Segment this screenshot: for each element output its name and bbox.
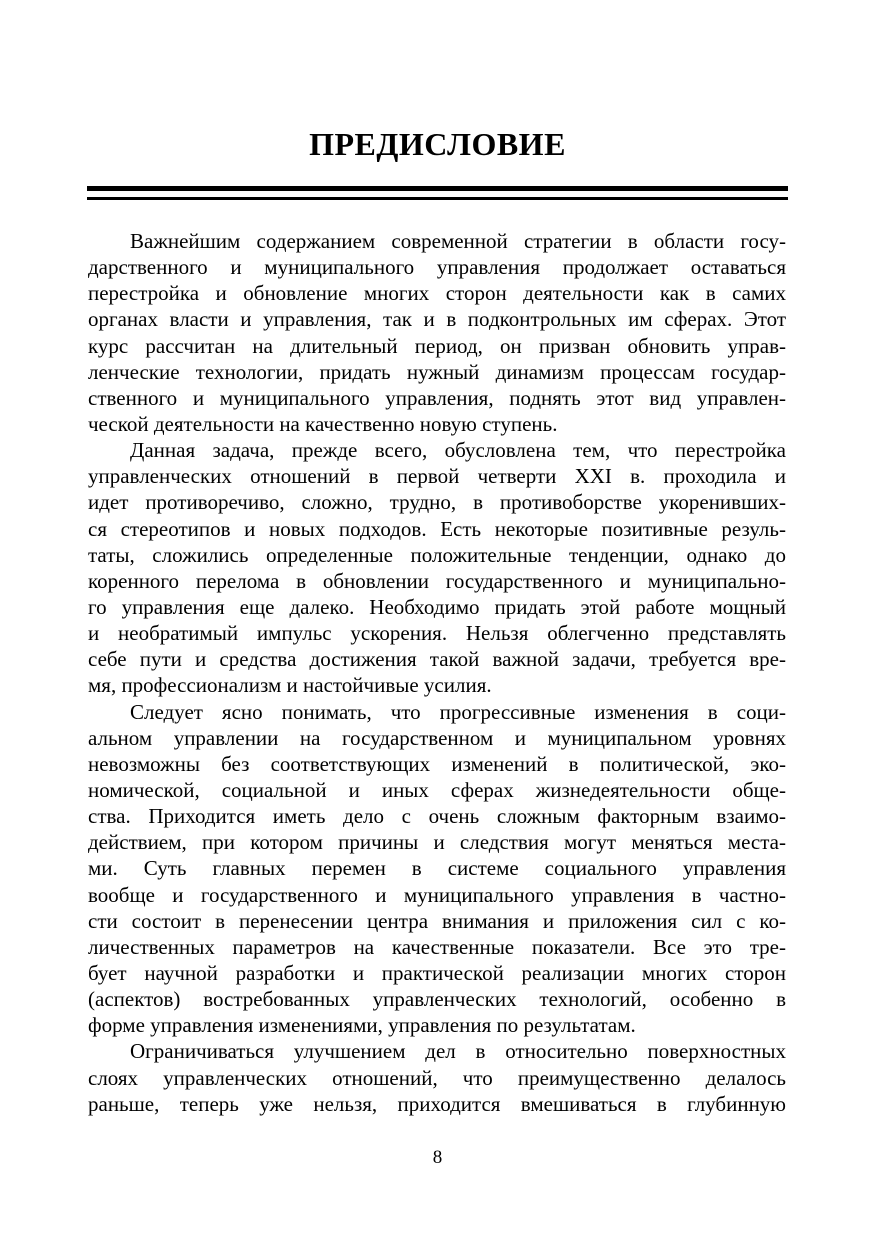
text-line: раньше, теперь уже нельзя, приходится вмешиваться в глубинную bbox=[88, 1091, 786, 1116]
text-line: ми. Суть главных перемен в системе социального управления bbox=[88, 856, 786, 881]
text-line: Данная задача, прежде всего, обусловлена тем, что перестройка bbox=[130, 438, 786, 463]
page-title: ПРЕДИСЛОВИЕ bbox=[309, 126, 566, 162]
text-line: дарственного и муниципального управления продолжает оставаться bbox=[88, 255, 786, 280]
text-line: действием, при котором причины и следствия могут меняться места- bbox=[88, 830, 786, 855]
paragraph bbox=[88, 1038, 786, 1116]
text-line: ческой деятельности на качественно новую ступень. bbox=[88, 411, 558, 436]
text-line: невозможны без соответствующих изменений в политической, эко- bbox=[88, 751, 786, 776]
title-divider-thin bbox=[87, 197, 788, 200]
paragraph bbox=[88, 699, 786, 1039]
body-text bbox=[88, 228, 786, 1117]
text-line: сти состоит в перенесении центра внимания и приложения сил с ко- bbox=[88, 908, 786, 933]
text-line: личественных параметров на качественные показатели. Все это тре- bbox=[88, 934, 786, 959]
text-line: слоях управленческих отношений, что преимущественно делалось bbox=[88, 1065, 786, 1090]
text-line: альном управлении на государственном и муниципальном уровнях bbox=[88, 725, 786, 750]
text-line: номической, социальной и иных сферах жизнедеятельности обще- bbox=[88, 777, 786, 802]
text-line: (аспектов) востребованных управленческих технологий, особенно в bbox=[88, 987, 786, 1012]
text-line: го управления еще далеко. Необходимо придать этой работе мощный bbox=[88, 594, 786, 619]
text-line: коренного перелома в обновлении государственного и муниципально- bbox=[88, 568, 786, 593]
text-line: перестройка и обновление многих сторон деятельности как в самих bbox=[88, 281, 786, 306]
text-line: себе пути и средства достижения такой важной задачи, требуется вре- bbox=[88, 647, 786, 672]
text-line: Следует ясно понимать, что прогрессивные изменения в соци- bbox=[130, 699, 786, 724]
text-line: ся стереотипов и новых подходов. Есть некоторые позитивные резуль- bbox=[88, 516, 786, 541]
text-line: таты, сложились определенные положительные тенденции, однако до bbox=[88, 542, 786, 567]
text-line: форме управления изменениями, управления по результатам. bbox=[88, 1013, 636, 1038]
title-divider-thick bbox=[87, 186, 788, 191]
text-line: мя, профессионализм и настойчивые усилия. bbox=[88, 673, 492, 698]
paragraph bbox=[88, 437, 786, 698]
text-line: Важнейшим содержанием современной стратегии в области госу- bbox=[130, 229, 786, 253]
text-line: бует научной разработки и практической реализации многих сторон bbox=[88, 960, 786, 985]
text-line: ственного и муниципального управления, поднять этот вид управлен- bbox=[88, 385, 786, 410]
text-line: ства. Приходится иметь дело с очень сложным факторным взаимо- bbox=[88, 804, 786, 829]
text-line: ленческие технологии, придать нужный динамизм процессам государ- bbox=[88, 359, 786, 384]
text-line: Ограничиваться улучшением дел в относительно поверхностных bbox=[130, 1039, 786, 1064]
page-number: 8 bbox=[432, 1147, 443, 1168]
text-line: идет противоречиво, сложно, трудно, в противоборстве укоренивших- bbox=[88, 490, 786, 515]
text-line: и необратимый импульс ускорения. Нельзя облегченно представлять bbox=[88, 621, 786, 646]
paragraph bbox=[88, 228, 786, 437]
text-line: органах власти и управления, так и в подконтрольных им сферах. Этот bbox=[88, 307, 786, 332]
text-line: курс рассчитан на длительный период, он призван обновить управ- bbox=[88, 333, 786, 358]
text-line: вообще и государственного и муниципального управления в частно- bbox=[88, 882, 786, 907]
text-line: управленческих отношений в первой четверти XXI в. проходила и bbox=[88, 464, 786, 489]
